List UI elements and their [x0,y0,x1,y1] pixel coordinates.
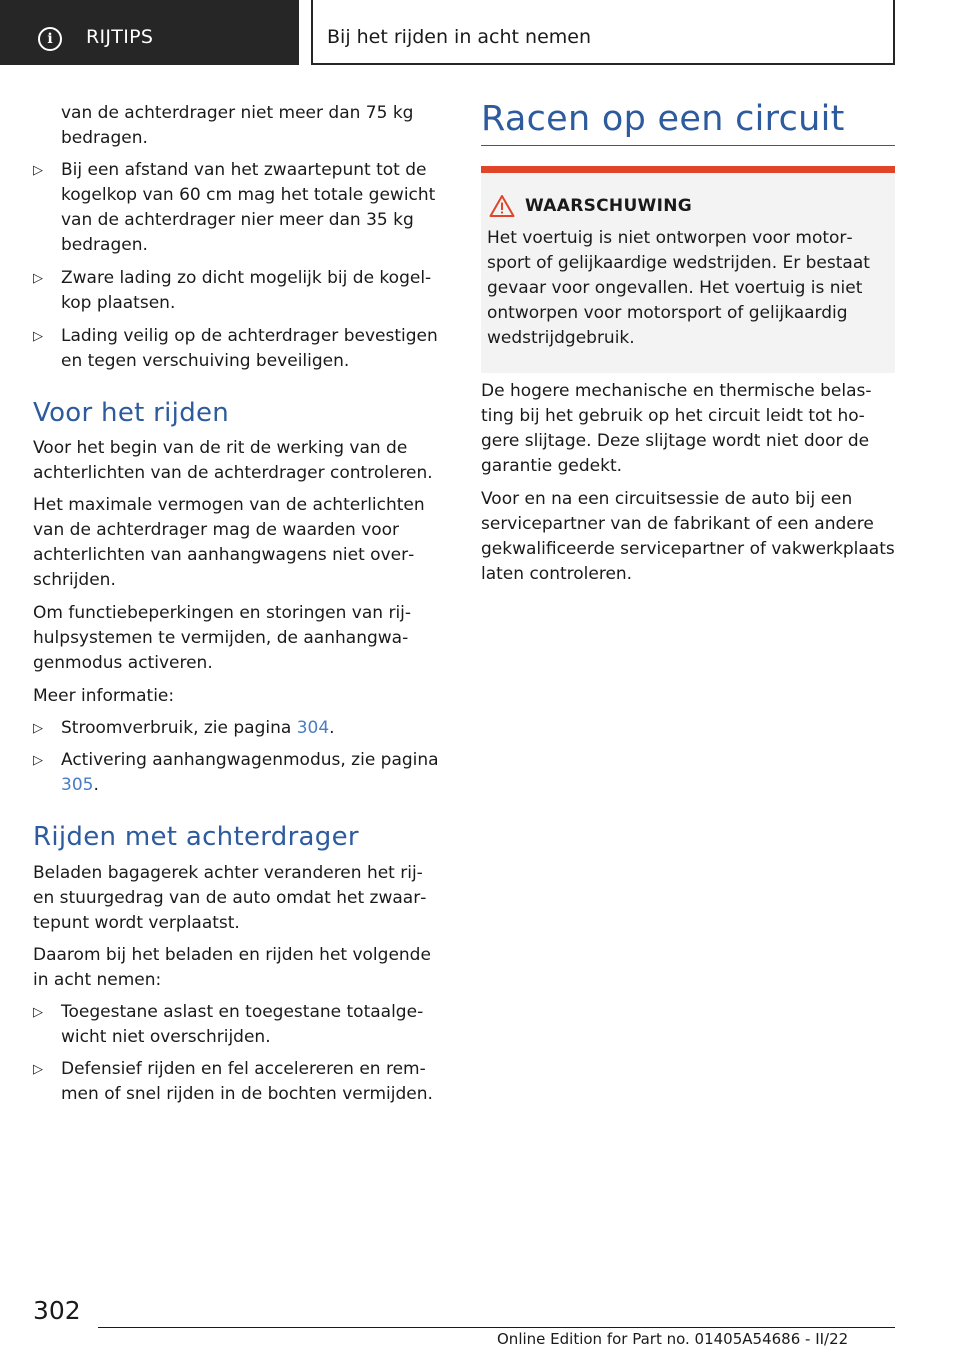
list-item: ▷ Lading veilig op de achterdrager bevestigen en tegen verschuiving beveiligen. [33,326,438,371]
section-title: Bij het rijden in acht nemen [327,26,592,48]
warning-triangle-icon [489,194,515,218]
list-item: ▷ Stroomverbruik, zie pagina 304. [33,716,449,741]
warning-title: WAARSCHUWING [525,196,693,216]
section-header [311,0,895,65]
warning-box [481,166,895,373]
page-link[interactable]: 304 [296,718,330,738]
bullet-triangle-icon: ▷ [33,1005,43,1020]
list-item: ▷ Toegestane aslast en toegestane totaalgewicht niet overschrijden. [33,1002,424,1047]
paragraph: Meer informatie: [33,686,175,706]
list-item: ▷ Defensief rijden en fel accelereren en remmen of snel rijden in de bochten vermijden. [33,1059,433,1104]
bullet-triangle-icon: ▷ [33,329,43,344]
chapter-tab [0,0,299,65]
paragraph: Beladen bagagerek achter veranderen het rij- en stuurgedrag van de auto omdat het zwaartepunt wordt verplaatst. [33,863,427,933]
warning-text: Het voertuig is niet ontworpen voor motorsport of gelijkaardige wedstrijden. Er bestaat gevaar voor ongevallen. Het voertuig is niet ontworpen voor motorsport of gelijkaardig wedstrijdgebruik. [487,228,870,348]
heading-rijden-met-achterdrager: Rijden met achterdrager [33,822,359,852]
paragraph: Om functiebeperkingen en storingen van rijhulpsystemen te vermijden, de aanhangwagenmodus activeren. [33,603,412,673]
paragraph: De hogere mechanische en thermische belasting bij het gebruik op het circuit leidt tot hogere slijtage. Deze slijtage wordt niet door de garantie gedekt. [481,381,872,476]
page-link[interactable]: 305 [61,775,94,795]
chapter-label: RIJTIPS [86,26,154,48]
paragraph-continuation: van de achterdrager niet meer dan 75 kg bedragen. [61,103,414,148]
heading-rule [481,145,895,146]
bullet-triangle-icon: ▷ [33,753,43,768]
heading-racen-op-een-circuit: Racen op een circuit [481,99,845,139]
heading-voor-het-rijden: Voor het rijden [33,398,230,428]
paragraph: Voor en na een circuitsessie de auto bij een servicepartner van de fabrikant of een andere gekwalificeerde servicepartner of vakwerkplaats laten controleren. [481,489,895,584]
edition-note: Online Edition for Part no. 01405A54686 - II/22 [497,1330,849,1348]
bullet-triangle-icon: ▷ [33,721,43,736]
info-icon: i [38,27,62,51]
paragraph: Voor het begin van de rit de werking van de achterlichten van de achterdrager controleren. [33,438,433,483]
list-item: ▷ Bij een afstand van het zwaartepunt tot de kogelkop van 60 cm mag het totale gewicht van de achterdrager nier meer dan 35 kg bedragen. [33,160,436,255]
bullet-triangle-icon: ▷ [33,271,43,286]
bullet-triangle-icon: ▷ [33,1062,43,1077]
footer-rule [98,1327,895,1328]
paragraph: Het maximale vermogen van de achterlichten van de achterdrager mag de waarden voor achterlichten van aanhangwagens niet overschrijden. [33,495,425,590]
list-item: ▷ Zware lading zo dicht mogelijk bij de kogelkop plaatsen. [33,268,432,313]
bullet-triangle-icon: ▷ [33,163,43,178]
list-item: ▷ Activering aanhangwagenmodus, zie pagina 305. [33,750,439,795]
warning-bar [481,166,895,173]
paragraph: Daarom bij het beladen en rijden het volgende in acht nemen: [33,945,431,990]
page-number: 302 [33,1296,81,1325]
